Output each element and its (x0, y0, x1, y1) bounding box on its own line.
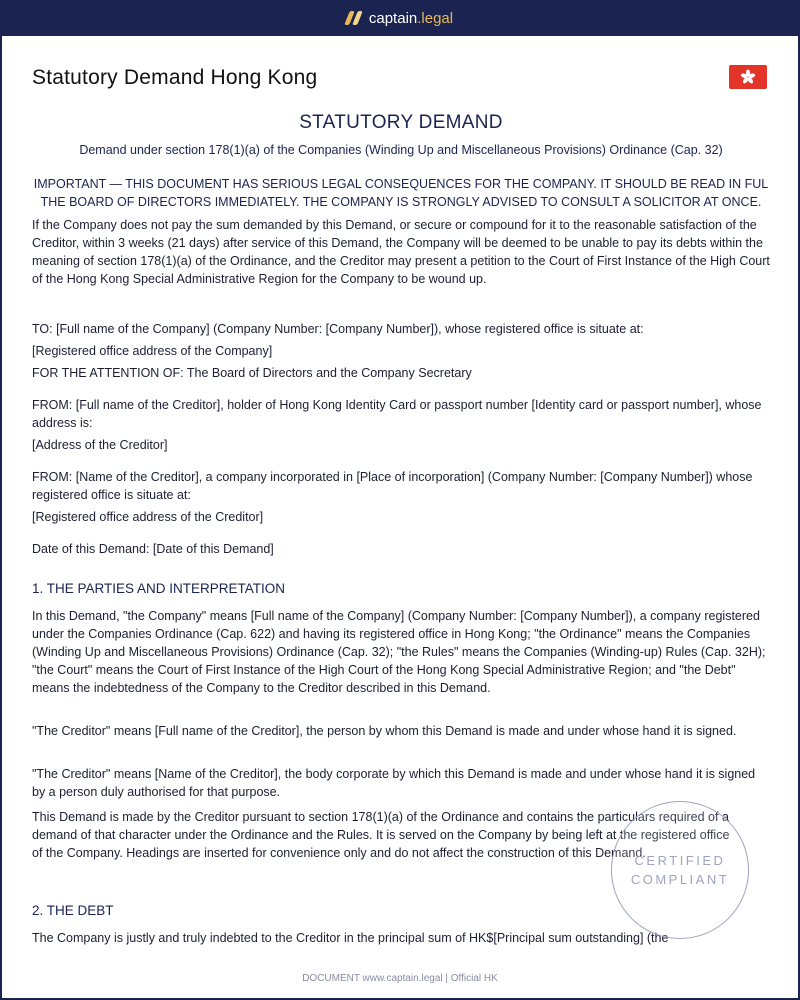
hong-kong-flag-icon (729, 65, 767, 89)
bauhinia-icon (740, 69, 756, 85)
date-line: Date of this Demand: [Date of this Demand] (32, 542, 274, 556)
document-heading: Statutory Demand Hong Kong (32, 66, 318, 89)
brand-name[interactable] (369, 10, 453, 27)
from-individual-address: [Address of the Creditor] (32, 438, 168, 452)
to-line: TO: [Full name of the Company] (Company Number: [Company Number]), whose registered office is situate at: (32, 322, 644, 336)
important-notice: IMPORTANT — THIS DOCUMENT HAS SERIOUS LEGAL CONSEQUENCES FOR THE COMPANY. IT SHOULD BE READ IN FUL THE BOARD OF DIRECTORS IMMEDIATELY. THE COMPANY IS STRONGLY ADVISED TO CONSULT A SOLICITOR AT ONCE. (33, 177, 769, 209)
section-1-paragraph-4: This Demand is made by the Creditor pursuant to section 178(1)(a) of the Ordinance and contains the particulars required of a demand of that character under the Ordinance and the Rules. It is served on the Company by being left at the registered office of the Company. Headings are inserted for convenience only and do not affect the construction of this Demand. (32, 810, 730, 860)
document-subtitle: Demand under section 178(1)(a) of the Companies (Winding Up and Miscellaneous Provisions) Ordinance (Cap. 32) (79, 143, 723, 157)
document-footer: DOCUMENT www.captain.legal | Official HK (302, 973, 498, 984)
from-company-line: FROM: [Name of the Creditor], a company incorporated in [Place of incorporation] (Company Number: [Company Number]) whose registered office is situate at: (32, 470, 753, 502)
section-1-paragraph-3: "The Creditor" means [Name of the Creditor], the body corporate by which this Demand is made and under whose hand it is signed by a person duly authorised for that purpose. (32, 767, 756, 799)
brand-name-main: captain (368, 9, 418, 27)
stamp-line-1: CERTIFIED (634, 853, 726, 868)
attention-line: FOR THE ATTENTION OF: The Board of Directors and the Company Secretary (32, 366, 472, 380)
section-1-heading: 1. THE PARTIES AND INTERPRETATION (32, 581, 286, 596)
top-bar (0, 0, 800, 36)
brand-name-accent: .legal (417, 9, 454, 27)
document-title: STATUTORY DEMAND (299, 112, 503, 133)
from-company-address: [Registered office address of the Creditor] (32, 510, 264, 524)
certified-compliant-stamp (611, 801, 749, 939)
from-individual-line: FROM: [Full name of the Creditor], holder of Hong Kong Identity Card or passport number [Identity card or passport number], whose address is: (32, 398, 762, 430)
section-1-paragraph-2: "The Creditor" means [Full name of the Creditor], the person by whom this Demand is made and under whose hand it is signed. (32, 724, 737, 738)
captain-legal-logo-icon (344, 11, 363, 25)
to-address: [Registered office address of the Company] (32, 344, 273, 358)
section-2-paragraph-1: The Company is justly and truly indebted to the Creditor in the principal sum of HK$[Principal sum outstanding] (the (32, 931, 669, 945)
intro-paragraph: If the Company does not pay the sum demanded by this Demand, or secure or compound for it to the reasonable satisfaction of the Creditor, within 3 weeks (21 days) after service of this Demand, the Company will be deemed to be unable to pay its debts within the meaning of section 178(1)(a) of the Ordinance, and the Creditor may present a petition to the Court of First Instance of the High Court of the Hong Kong Special Administrative Region for the Company to be wound up. (32, 218, 770, 286)
section-2-heading: 2. THE DEBT (32, 903, 114, 918)
stamp-line-2: COMPLIANT (630, 872, 730, 887)
section-1-paragraph-1: In this Demand, "the Company" means [Full name of the Company] (Company Number: [Company Number]), a company registered under the Companies Ordinance (Cap. 622) and having its registered office in Hong Kong; "the Ordinance" means the Companies (Winding Up and Miscellaneous Provisions) Ordinance (Cap. 32); "the Rules" means the Companies (Winding-up) Rules (Cap. 32H); "the Court" means the Court of First Instance of the High Court of the Hong Kong Special Administrative Region; and "the Debt" means the indebtedness of the Company to the Creditor described in this Demand. (32, 609, 766, 695)
document-page (2, 36, 798, 998)
